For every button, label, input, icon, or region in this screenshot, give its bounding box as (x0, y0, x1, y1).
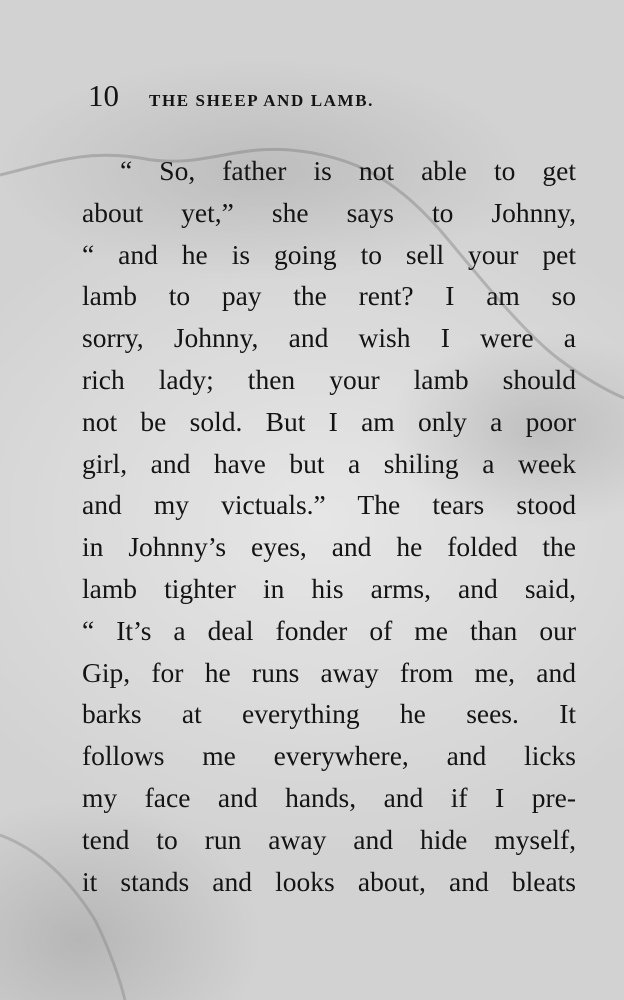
text-line: Gip, for he runs away from me, and (82, 656, 576, 688)
text-line: not be sold. But I am only a poor (82, 405, 576, 437)
text-line: my face and hands, and if I pre- (82, 781, 576, 813)
text-line: barks at everything he sees. It (82, 698, 576, 730)
text-line: “ and he is going to sell your pet (82, 238, 576, 270)
text-line: “ It’s a deal fonder of me than our (82, 614, 576, 646)
running-title: THE SHEEP AND LAMB. (149, 91, 374, 110)
text-line: tend to run away and hide myself, (82, 823, 576, 855)
text-line: girl, and have but a shiling a week (82, 447, 576, 479)
running-header (88, 78, 588, 122)
text-line: sorry, Johnny, and wish I were a (82, 322, 576, 354)
text-line: “ So, father is not able to get (120, 155, 576, 186)
text-line: it stands and looks about, and bleats (82, 865, 576, 897)
page-number: 10 (88, 78, 119, 113)
text-line: follows me everywhere, and licks (82, 740, 576, 772)
text-line: about yet,” she says to Johnny, (82, 196, 576, 228)
text-line: lamb tighter in his arms, and said, (82, 572, 576, 604)
body-text (82, 150, 576, 902)
text-line: lamb to pay the rent? I am so (82, 280, 576, 312)
text-line: in Johnny’s eyes, and he folded the (82, 531, 576, 563)
text-line: rich lady; then your lamb should (82, 363, 576, 395)
text-line: and my victuals.” The tears stood (82, 489, 576, 521)
